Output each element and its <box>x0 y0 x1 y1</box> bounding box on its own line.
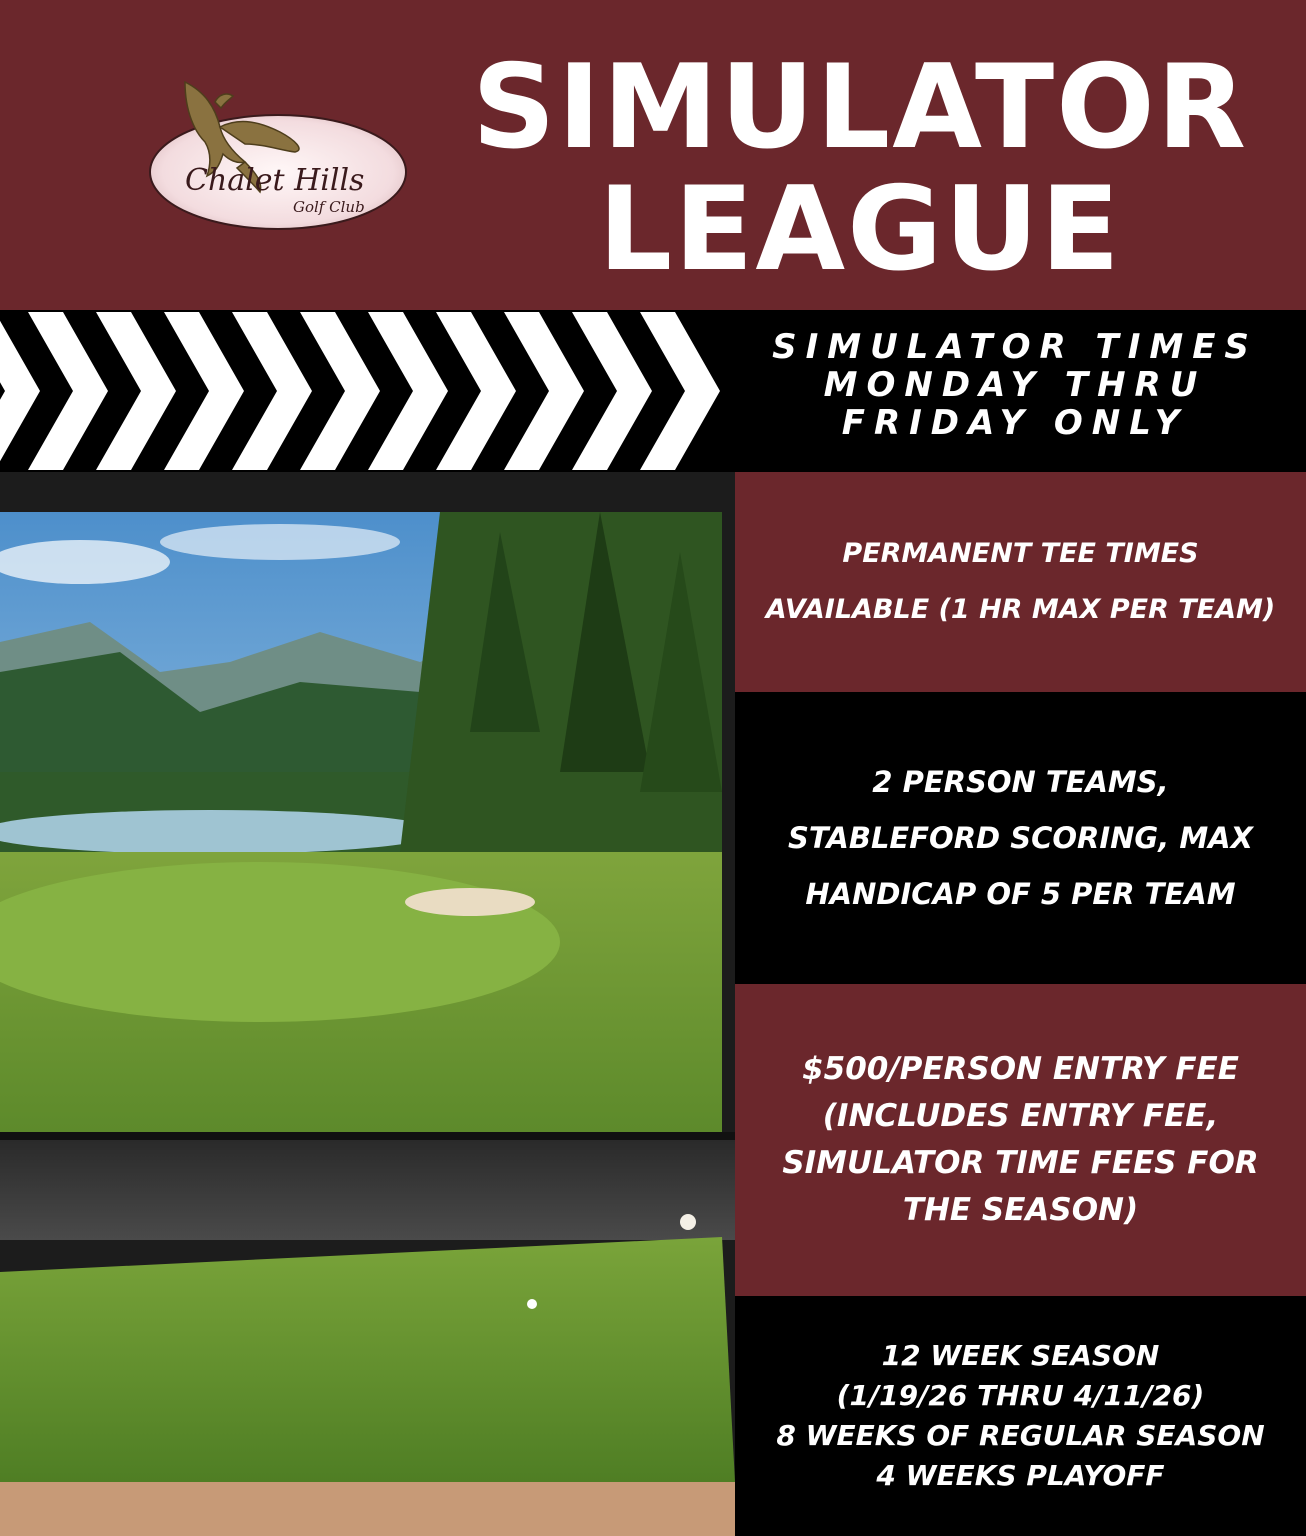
season-panel <box>735 1296 1306 1536</box>
schedule-text <box>740 328 1290 442</box>
page-title-line1: SIMULATOR <box>471 40 1249 175</box>
header-banner <box>0 0 1306 310</box>
teams-panel <box>735 692 1306 984</box>
entry-fee-text: $500/PERSON ENTRY FEE (INCLUDES ENTRY FEE, SIMULATOR TIME FEES FOR THE SEASON) <box>782 1051 1259 1228</box>
golf-simulator-scene <box>0 472 735 1536</box>
logo-name-line2: Golf Club <box>293 198 365 216</box>
club-logo <box>145 72 410 232</box>
logo-name-line1: Chalet Hills <box>185 163 365 198</box>
club-logo-graphic <box>145 72 410 232</box>
teams-text: 2 PERSON TEAMS, STABLEFORD SCORING, MAX HANDICAP OF 5 PER TEAM <box>787 765 1253 911</box>
tee-times-panel <box>735 472 1306 692</box>
schedule-label: SIMULATOR TIMES MONDAY THRU FRIDAY ONLY <box>772 327 1258 443</box>
page-title-line2: LEAGUE <box>598 162 1122 297</box>
chevron-arrows-icon <box>0 312 730 470</box>
simulator-image <box>0 472 735 1536</box>
entry-fee-panel <box>735 984 1306 1296</box>
tee-times-text: PERMANENT TEE TIMES AVAILABLE (1 HR MAX PER TEAM) <box>765 538 1276 625</box>
season-text: 12 WEEK SEASON (1/19/26 THRU 4/11/26) 8 WEEKS OF REGULAR SEASON 4 WEEKS PLAYOFF <box>776 1339 1265 1492</box>
